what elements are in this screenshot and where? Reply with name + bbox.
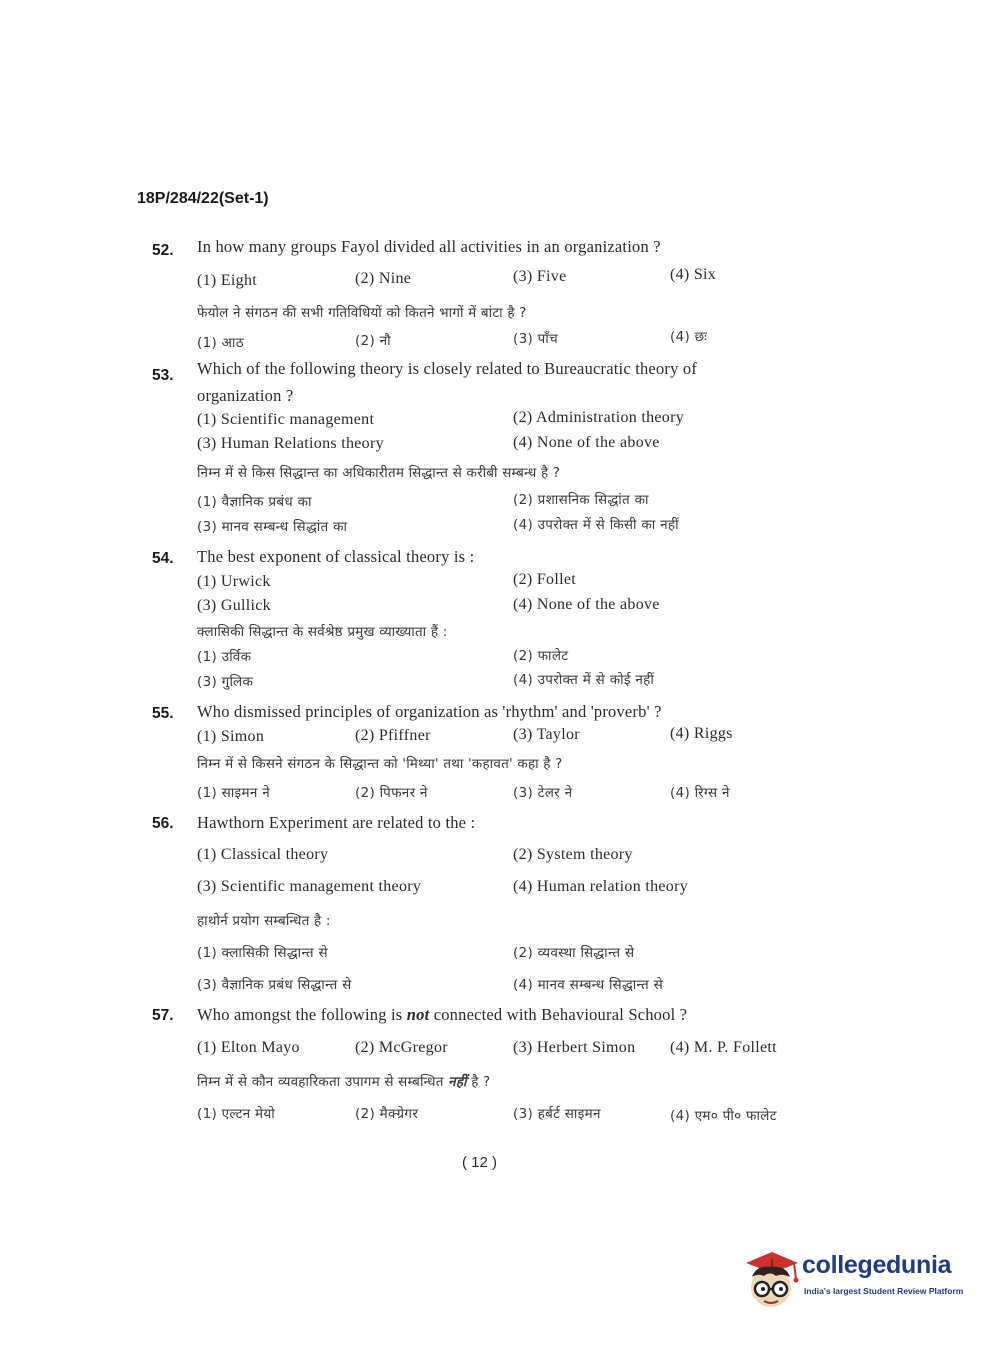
- question-text-en: In how many groups Fayol divided all activities in an organization ?: [197, 237, 661, 256]
- question-text-hi-pre: निम्न में से कौन व्यवहारिकता उपागम से सम्बन्धित: [197, 1074, 449, 1090]
- question-text-hi-post: है ?: [466, 1074, 491, 1090]
- option-en-4: (4) Human relation theory: [513, 878, 688, 895]
- question-number: 57.: [152, 1007, 174, 1024]
- option-en-3: (3) Human Relations theory: [197, 435, 384, 452]
- option-en-1: (1) Urwick: [197, 573, 271, 590]
- question-text-en-line1: Which of the following theory is closely related to Bureaucratic theory of: [197, 359, 698, 378]
- option-en-4: (4) None of the above: [513, 434, 660, 451]
- option-hi-2: (2) प्रशासनिक सिद्धांत का: [513, 492, 649, 508]
- option-en-2: (2) Pfiffner: [355, 727, 431, 744]
- option-en-2: (2) System theory: [513, 846, 633, 863]
- option-hi-1: (1) क्लासिकी सिद्धान्त से: [197, 945, 328, 961]
- paper-code: 18P/284/22(Set-1): [137, 190, 269, 207]
- question-text-en: Who dismissed principles of organization as 'rhythm' and 'proverb' ?: [197, 702, 662, 721]
- option-en-2: (2) Follet: [513, 571, 576, 588]
- question-text-hi: निम्न में से किस सिद्धान्त का अधिकारीतम सिद्धान्त से करीबी सम्बन्ध है ?: [197, 465, 561, 481]
- question-text-hi-emphasis: नहीं: [448, 1074, 467, 1090]
- option-hi-2: (2) नौ: [355, 333, 391, 349]
- option-hi-3: (3) मानव सम्बन्ध सिद्धांत का: [197, 519, 348, 535]
- question-number: 55.: [152, 705, 174, 722]
- question-text-hi: क्लासिकी सिद्धान्त के सर्वश्रेष्ठ प्रमुख व्याख्याता हैं :: [197, 624, 448, 640]
- question-text-hi: हाथोर्न प्रयोग सम्बन्धित है :: [197, 913, 331, 929]
- option-hi-2: (2) मैक्ग्रेगर: [355, 1106, 419, 1122]
- option-hi-1: (1) साइमन ने: [197, 785, 271, 801]
- option-en-2: (2) McGregor: [355, 1039, 448, 1056]
- option-hi-2: (2) पिफनर ने: [355, 785, 428, 801]
- option-en-4: (4) Six: [670, 266, 717, 283]
- option-hi-1: (1) एल्टन मेयो: [197, 1106, 276, 1122]
- question-text-en-emphasis: not: [406, 1005, 430, 1024]
- option-en-1: (1) Scientific management: [197, 411, 375, 428]
- option-en-3: (3) Herbert Simon: [513, 1039, 636, 1056]
- option-en-1: (1) Eight: [197, 272, 258, 289]
- option-hi-1: (1) उर्विक: [197, 649, 252, 665]
- question-text-en: The best exponent of classical theory is :: [197, 547, 475, 566]
- option-hi-3: (3) टेलर ने: [513, 785, 573, 801]
- option-en-1: (1) Classical theory: [197, 846, 329, 863]
- option-hi-2: (2) व्यवस्था सिद्धान्त से: [513, 945, 635, 961]
- question-text-hi: फेयोल ने संगठन की सभी गतिविधियों को कितने भागों में बांटा है ?: [197, 305, 527, 321]
- option-hi-4: (4) रिग्स ने: [670, 785, 730, 801]
- option-hi-2: (2) फालेट: [513, 648, 569, 664]
- question-text-en: [197, 1005, 687, 1025]
- question-text-hi: [197, 1072, 490, 1090]
- option-en-3: (3) Five: [513, 268, 567, 285]
- option-hi-4: (4) उपरोक्त में से कोई नहीं: [513, 672, 655, 688]
- option-hi-4: (4) छः: [670, 329, 708, 345]
- option-hi-3: (3) वैज्ञानिक प्रबंध सिद्धान्त से: [197, 977, 352, 993]
- brand-name: collegedunia: [802, 1251, 952, 1279]
- option-en-3: (3) Scientific management theory: [197, 878, 422, 895]
- option-hi-4: (4) उपरोक्त में से किसी का नहीं: [513, 517, 679, 533]
- option-en-4: (4) None of the above: [513, 596, 660, 613]
- option-en-2: (2) Administration theory: [513, 409, 685, 426]
- question-number: 56.: [152, 815, 174, 832]
- option-en-3: (3) Gullick: [197, 597, 271, 614]
- mascot-icon: [742, 1249, 800, 1311]
- option-hi-4: (4) मानव सम्बन्ध सिद्धान्त से: [513, 977, 664, 993]
- option-en-4: (4) Riggs: [670, 725, 733, 742]
- question-number: 52.: [152, 242, 174, 259]
- question-text-en-post: connected with Behavioural School ?: [429, 1005, 688, 1024]
- question-text-en-pre: Who amongst the following is: [197, 1005, 407, 1024]
- option-hi-3: (3) हर्बर्ट साइमन: [513, 1106, 601, 1122]
- option-hi-3: (3) पाँच: [513, 331, 558, 347]
- question-number: 53.: [152, 367, 174, 384]
- option-en-2: (2) Nine: [355, 270, 412, 287]
- page-number: ( 12 ): [462, 1154, 498, 1171]
- question-text-hi: निम्न में से किसने संगठन के सिद्धान्त को 'मिथ्या' तथा 'कहावत' कहा है ?: [197, 756, 563, 772]
- question-text-en-line2: organization ?: [197, 386, 294, 405]
- option-hi-3: (3) गुलिक: [197, 674, 254, 690]
- option-en-3: (3) Taylor: [513, 726, 580, 743]
- question-number: 54.: [152, 550, 174, 567]
- option-en-1: (1) Simon: [197, 728, 265, 745]
- option-en-4: (4) M. P. Follett: [670, 1039, 777, 1056]
- brand-tagline: India's largest Student Review Platform: [804, 1286, 964, 1296]
- collegedunia-logo: [742, 1249, 972, 1311]
- question-text-en: Hawthorn Experiment are related to the :: [197, 813, 476, 832]
- option-en-1: (1) Elton Mayo: [197, 1039, 300, 1056]
- option-hi-1: (1) वैज्ञानिक प्रबंध का: [197, 494, 312, 510]
- option-hi-4: (4) एम० पी० फालेट: [670, 1108, 777, 1124]
- option-hi-1: (1) आठ: [197, 335, 244, 351]
